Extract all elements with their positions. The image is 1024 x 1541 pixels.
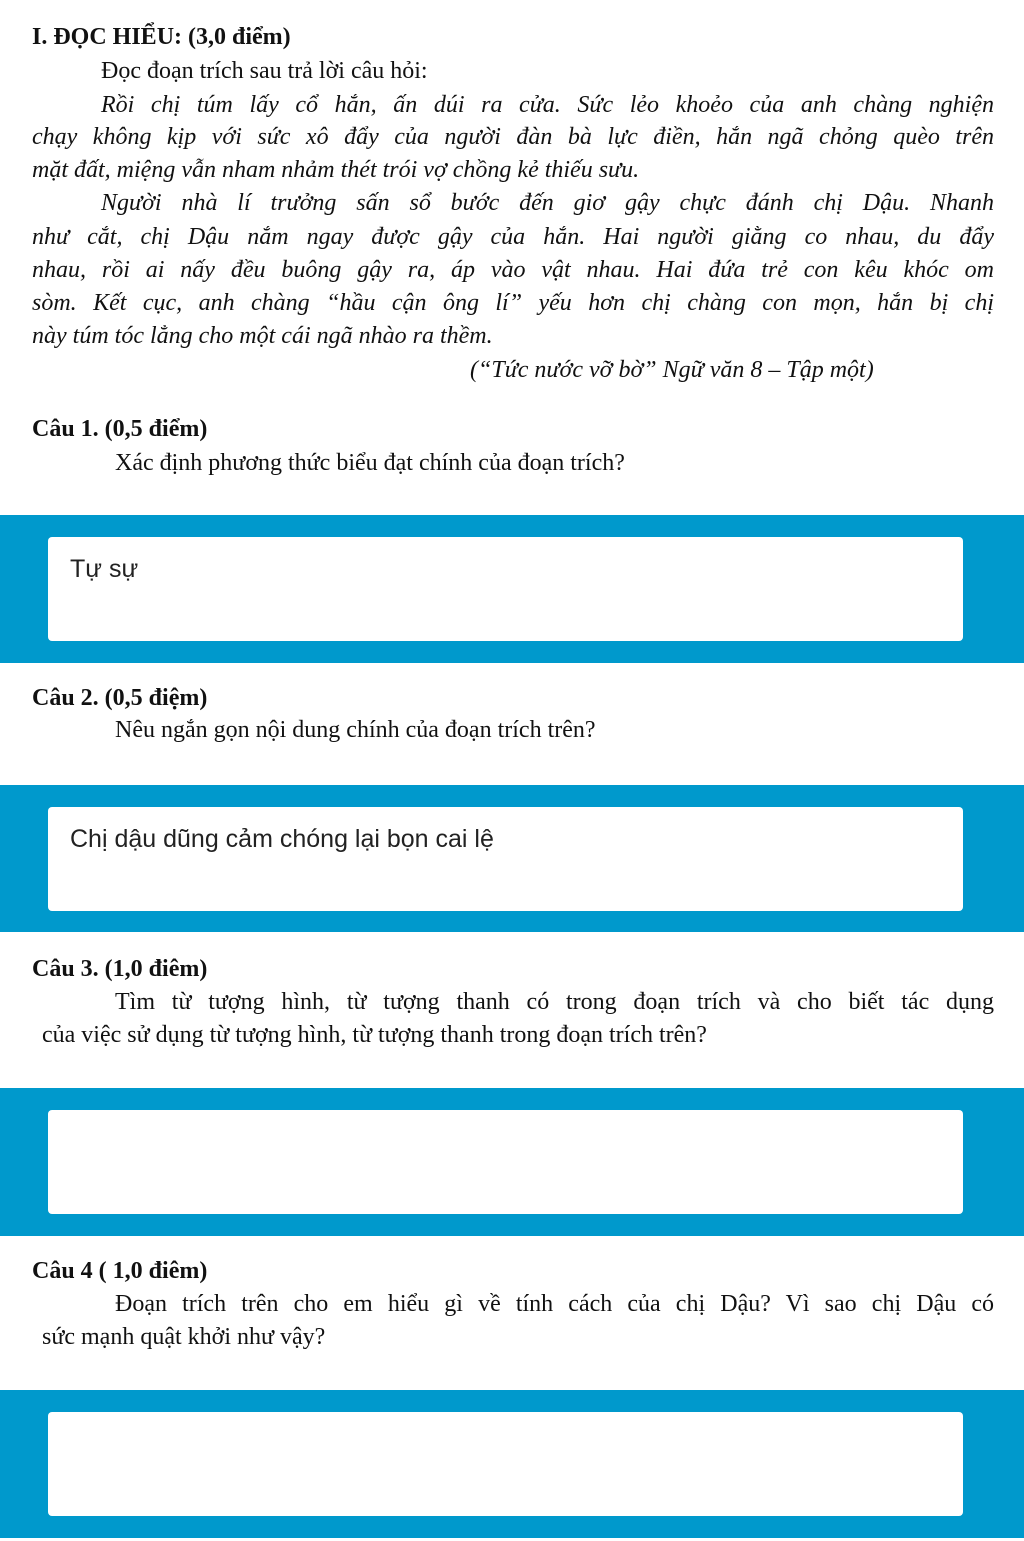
answer-4-band	[0, 1390, 1024, 1538]
question-3-text: Tìm từ tượng hình, từ tượng thanh có trong đoạn trích và cho biết tác dụng	[115, 989, 994, 1015]
question-2-text: Nêu ngắn gọn nội dung chính của đoạn trích trên?	[115, 717, 596, 743]
passage-line: Rồi chị túm lấy cổ hắn, ấn dúi ra cửa. Sức lẻo khoẻo của anh chàng nghiện	[101, 92, 994, 118]
question-1-text: Xác định phương thức biểu đạt chính của đoạn trích?	[115, 450, 625, 476]
question-4-text: sức mạnh quật khởi như vậy?	[42, 1324, 326, 1350]
answer-2-input[interactable]	[48, 807, 963, 911]
answer-4-input[interactable]	[48, 1412, 963, 1516]
answer-1-band	[0, 515, 1024, 663]
passage-line: mặt đất, miệng vẫn nham nhảm thét trói vợ chồng kẻ thiếu sưu.	[32, 157, 640, 183]
section-heading: I. ĐỌC HIỂU: (3,0 điểm)	[32, 24, 291, 50]
question-3-title: Câu 3. (1,0 điêm)	[32, 956, 208, 982]
question-4-section	[0, 1236, 1024, 1390]
instruction-text: Đọc đoạn trích sau trả lời câu hỏi:	[101, 58, 428, 84]
question-3-section	[0, 932, 1024, 1088]
passage-line: sòm. Kết cục, anh chàng “hầu cận ông lí” yếu hơn chị chàng con mọn, hắn bị chị	[32, 290, 994, 316]
answer-1-input[interactable]	[48, 537, 963, 641]
answer-3-input[interactable]	[48, 1110, 963, 1214]
question-4-title: Câu 4 ( 1,0 điêm)	[32, 1258, 208, 1284]
reading-section	[0, 0, 1024, 515]
question-1-title: Câu 1. (0,5 điểm)	[32, 416, 208, 442]
answer-2-band	[0, 785, 1024, 932]
question-2-title: Câu 2. (0,5 điệm)	[32, 685, 208, 711]
answer-1-text: Tự sự	[70, 555, 139, 583]
question-4-text: Đoạn trích trên cho em hiểu gì về tính cách của chị Dậu? Vì sao chị Dậu có	[115, 1291, 994, 1317]
passage-line: này túm tóc lẳng cho một cái ngã nhào ra thềm.	[32, 323, 493, 349]
passage-source: (“Tức nước vỡ bờ” Ngữ văn 8 – Tập một)	[470, 357, 874, 383]
question-3-text: của việc sử dụng từ tượng hình, từ tượng thanh trong đoạn trích trên?	[42, 1022, 707, 1048]
passage-line: Người nhà lí trưởng sấn sổ bước đến giơ gậy chực đánh chị Dậu. Nhanh	[101, 190, 994, 216]
answer-2-text: Chị dậu dũng cảm chóng lại bọn cai lệ	[70, 825, 494, 853]
answer-3-band	[0, 1088, 1024, 1236]
passage-line: chạy không kịp với sức xô đẩy của người đàn bà lực điền, hắn ngã chỏng quèo trên	[32, 124, 994, 150]
question-2-section	[0, 663, 1024, 785]
passage-line: nhau, rồi ai nấy đều buông gậy ra, áp vào vật nhau. Hai đứa trẻ con kêu khóc om	[32, 257, 994, 283]
passage-line: như cắt, chị Dậu nắm ngay được gậy của hắn. Hai người giằng co nhau, du đẩy	[32, 224, 994, 250]
